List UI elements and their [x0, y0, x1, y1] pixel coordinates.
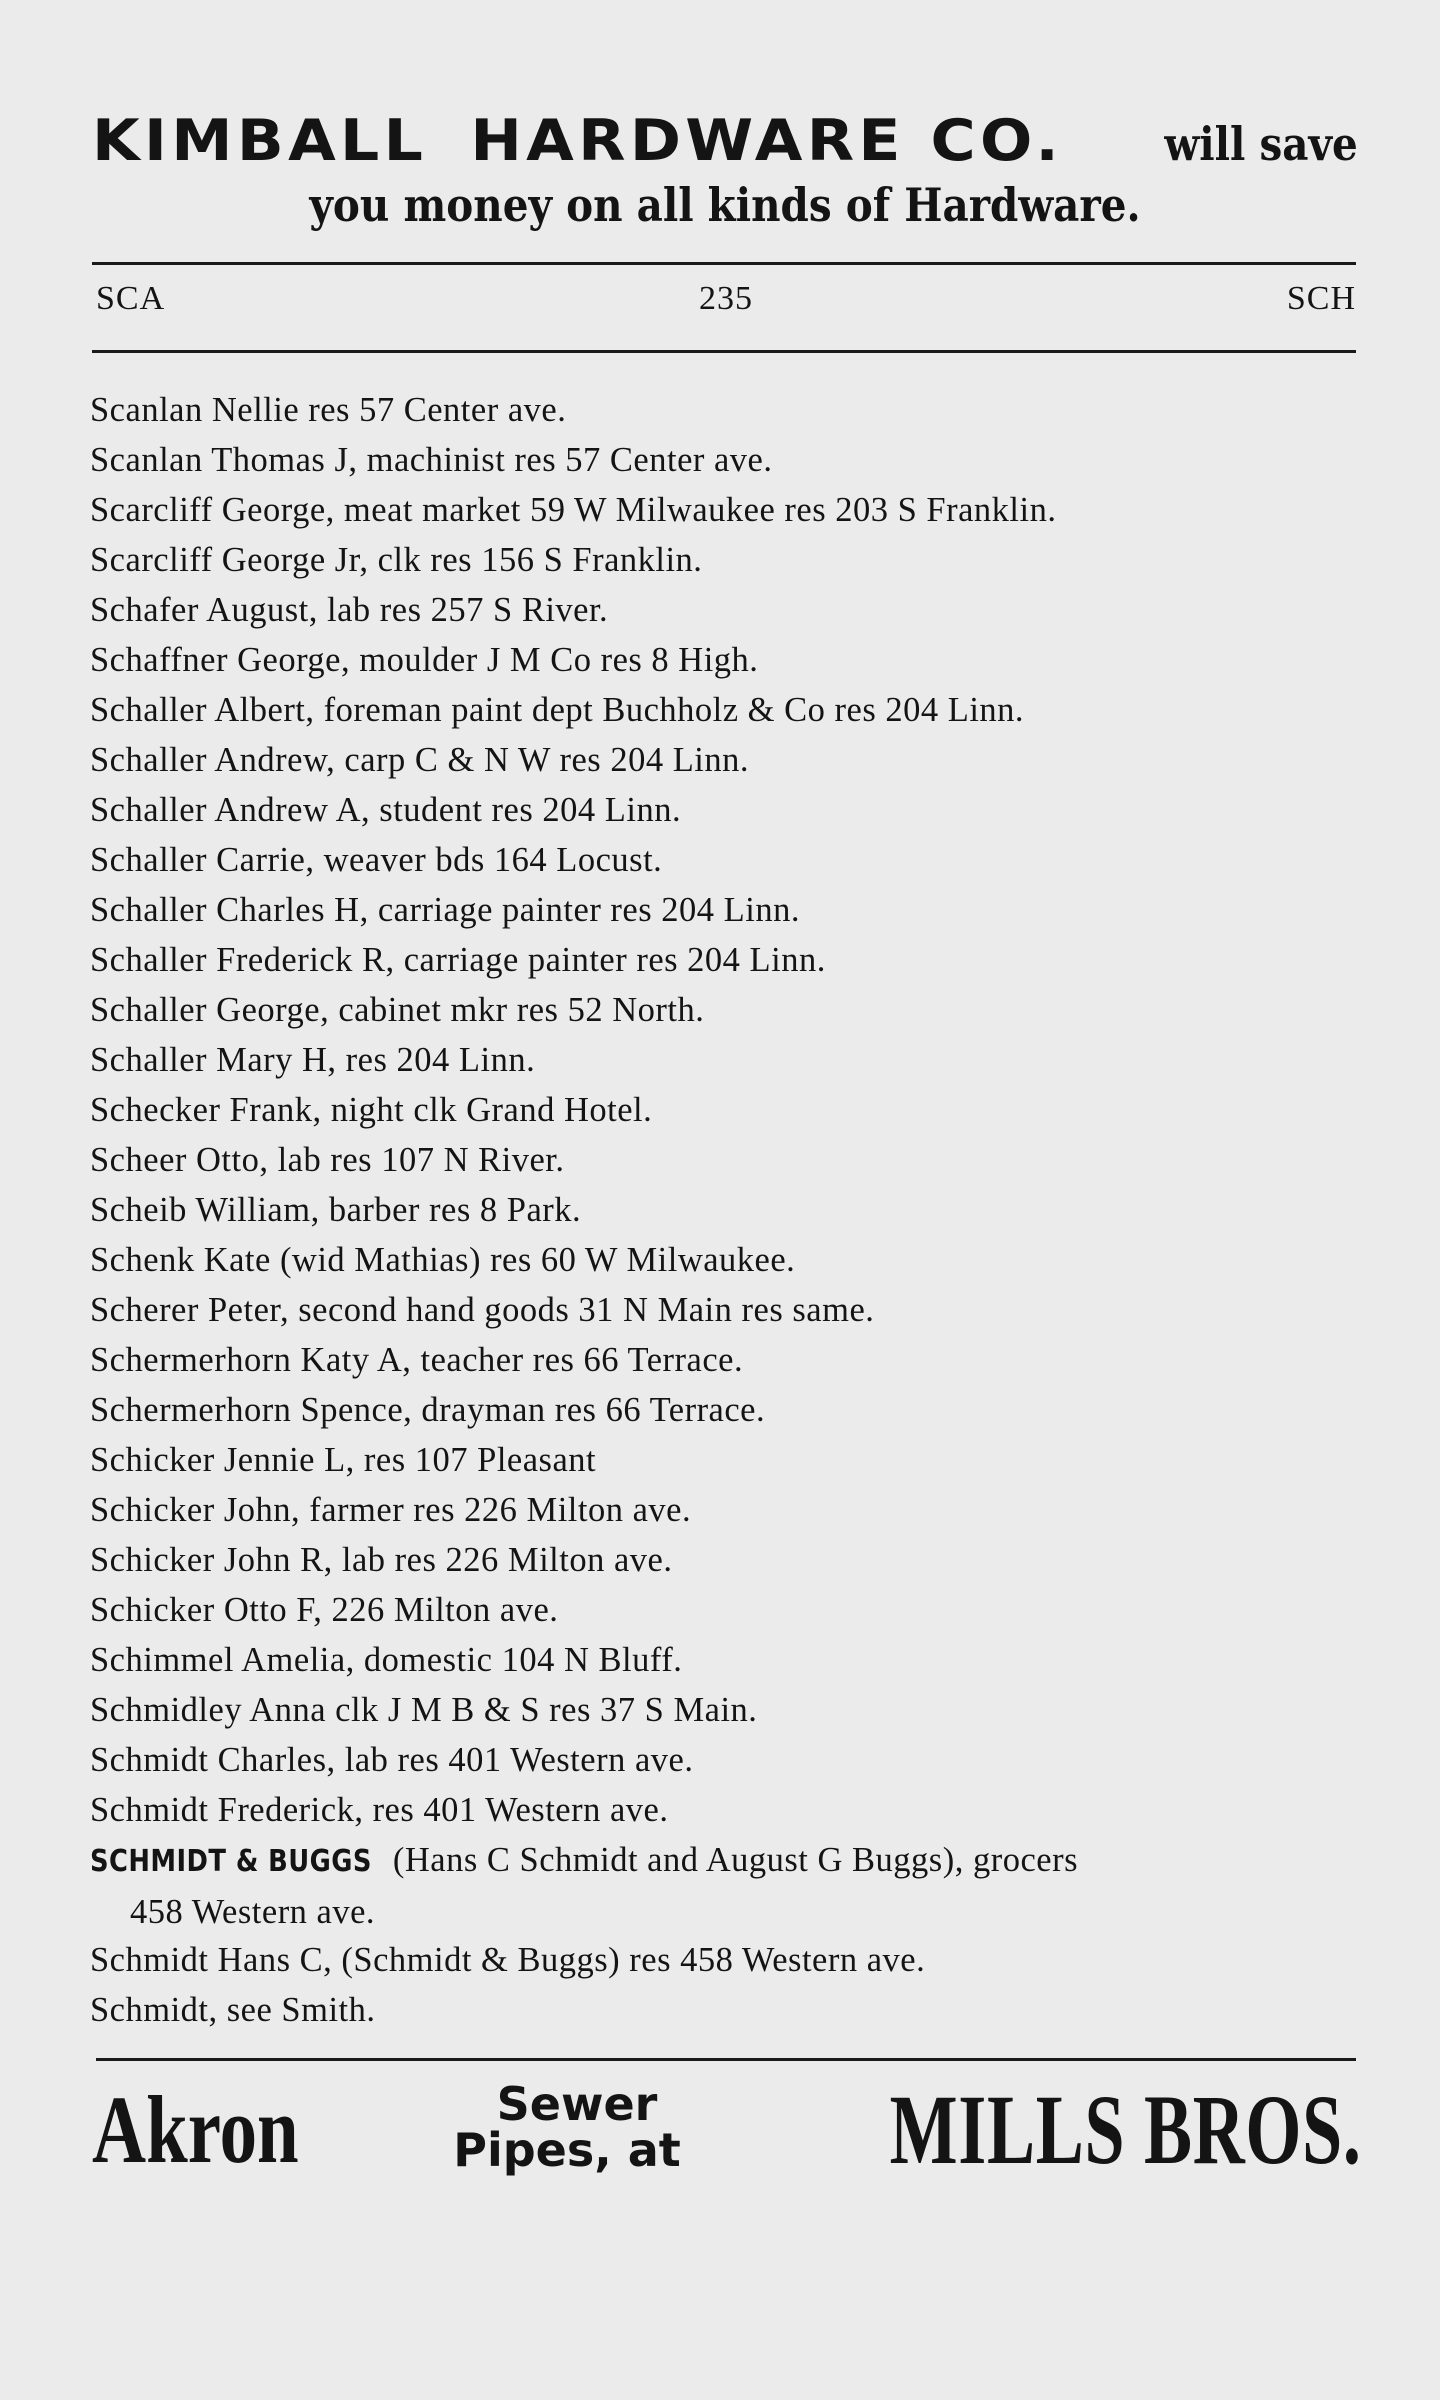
- bottom-ad-sewer: Sewer: [496, 2077, 658, 2131]
- running-header-left: SCA: [96, 280, 166, 317]
- running-header-right: SCH: [1286, 280, 1356, 317]
- directory-entry: Schermerhorn Katy A, teacher res 66 Terrace.: [90, 1341, 744, 1379]
- directory-entry: Schaller Andrew, carp C & N W res 204 Linn.: [90, 741, 749, 779]
- directory-entry: Schenk Kate (wid Mathias) res 60 W Milwaukee.: [90, 1241, 796, 1279]
- directory-entry: Scheib William, barber res 8 Park.: [90, 1191, 582, 1229]
- top-ad-line-1: [92, 108, 1358, 174]
- header-divider: [92, 350, 1356, 353]
- business-address: 458 Western ave.: [130, 1893, 376, 1931]
- business-name: SCHMIDT & BUGGS: [90, 1844, 372, 1879]
- directory-entry: Schmidt Frederick, res 401 Western ave.: [90, 1791, 669, 1829]
- directory-entry: Scarcliff George Jr, clk res 156 S Franklin.: [90, 541, 703, 579]
- directory-entry: Schafer August, lab res 257 S River.: [90, 591, 609, 629]
- page-number: 235: [699, 280, 753, 317]
- directory-entry: Schaller Mary H, res 204 Linn.: [90, 1041, 536, 1079]
- bottom-advertisement: [92, 2075, 1362, 2185]
- top-advertisement: [92, 108, 1358, 232]
- directory-entry: Schecker Frank, night clk Grand Hotel.: [90, 1091, 653, 1129]
- top-ad-brand: [92, 108, 1063, 174]
- directory-entry: Schicker Jennie L, res 107 Pleasant: [90, 1441, 597, 1479]
- running-header: [96, 280, 1356, 330]
- top-ad-tail: will save: [1164, 117, 1358, 171]
- directory-entry: Schaffner George, moulder J M Co res 8 High.: [90, 641, 759, 679]
- directory-entry: Schicker John, farmer res 226 Milton ave.: [90, 1491, 692, 1529]
- directory-entry: Schermerhorn Spence, drayman res 66 Terrace.: [90, 1391, 766, 1429]
- top-ad-brand-word-1: KIMBALL: [92, 108, 428, 174]
- bottom-ad-mills-bros: MILLS BROS.: [889, 2074, 1362, 2185]
- business-details: (Hans C Schmidt and August G Buggs), grocers: [392, 1841, 1078, 1879]
- top-ad-line-2: you money on all kinds of Hardware.: [309, 178, 1141, 232]
- directory-entry: Scheer Otto, lab res 107 N River.: [90, 1141, 565, 1179]
- directory-entry: Schaller Frederick R, carriage painter res 204 Linn.: [90, 941, 826, 979]
- directory-entry: Schmidley Anna clk J M B & S res 37 S Main.: [90, 1691, 758, 1729]
- top-ad-brand-word-2: HARDWARE CO.: [470, 108, 1064, 174]
- bottom-divider: [96, 2058, 1356, 2061]
- bottom-ad-akron: Akron: [92, 2076, 299, 2183]
- business-entry: [90, 1835, 1370, 1935]
- bottom-ad-sewer-pipes: [412, 2077, 722, 2177]
- directory-entry: Schmidt, see Smith.: [90, 1991, 376, 2029]
- directory-entry: Schaller Albert, foreman paint dept Buchholz & Co res 204 Linn.: [90, 691, 1025, 729]
- directory-entry: Schmidt Charles, lab res 401 Western ave.: [90, 1741, 694, 1779]
- directory-entry: Schaller Carrie, weaver bds 164 Locust.: [90, 841, 663, 879]
- directory-entry: Schicker John R, lab res 226 Milton ave.: [90, 1541, 673, 1579]
- directory-entries: [90, 385, 1370, 2035]
- directory-entry: Scherer Peter, second hand goods 31 N Main res same.: [90, 1291, 875, 1329]
- directory-entry: Schaller Charles H, carriage painter res 204 Linn.: [90, 891, 800, 929]
- directory-entry: Schaller George, cabinet mkr res 52 North.: [90, 991, 705, 1029]
- directory-entry: Schicker Otto F, 226 Milton ave.: [90, 1591, 559, 1629]
- bottom-ad-pipes: Pipes, at: [453, 2123, 681, 2177]
- directory-entry: Schaller Andrew A, student res 204 Linn.: [90, 791, 682, 829]
- directory-entry: Schmidt Hans C, (Schmidt & Buggs) res 458 Western ave.: [90, 1941, 926, 1979]
- directory-entry: Schimmel Amelia, domestic 104 N Bluff.: [90, 1641, 683, 1679]
- top-divider: [92, 262, 1356, 265]
- directory-entry: Scarcliff George, meat market 59 W Milwaukee res 203 S Franklin.: [90, 491, 1057, 529]
- directory-entry: Scanlan Nellie res 57 Center ave.: [90, 391, 567, 429]
- directory-entry: Scanlan Thomas J, machinist res 57 Center ave.: [90, 441, 773, 479]
